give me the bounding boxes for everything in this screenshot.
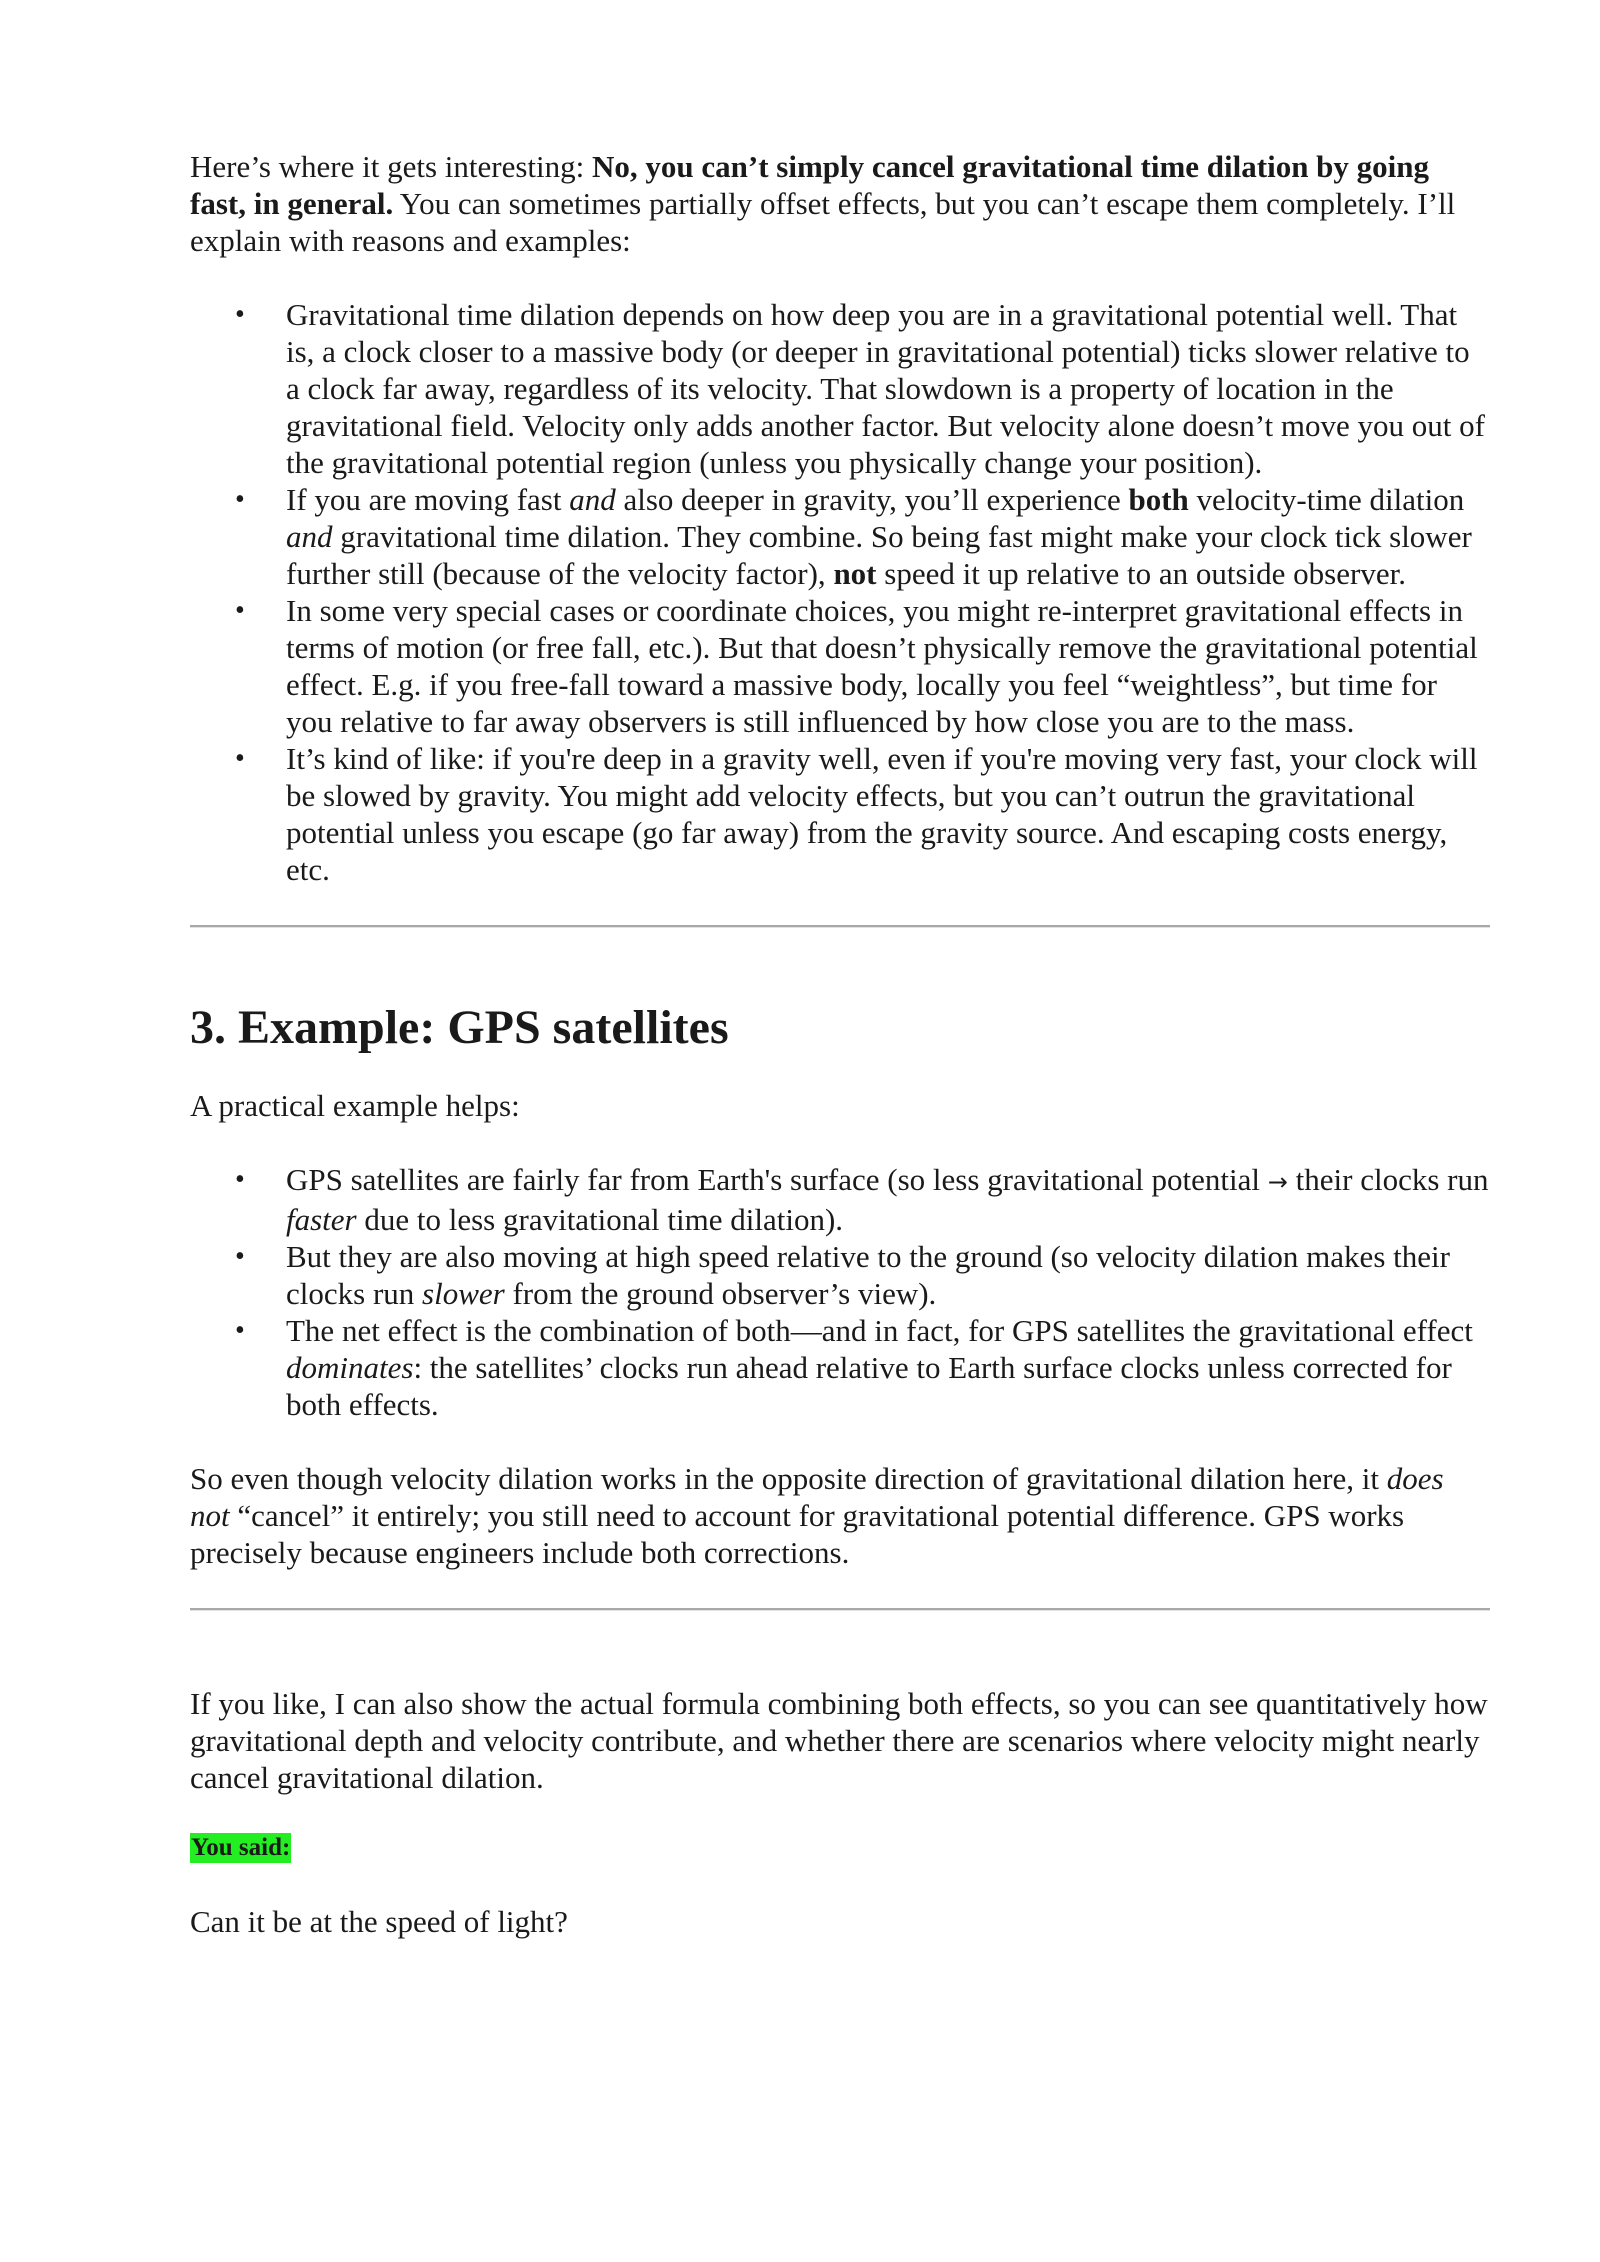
intro-bold-claim: No, you can’t simply cancel gravitational time dilation by going fast, in general. [190,149,1430,221]
paragraph-text: “cancel” it entirely; you still need to account for gravitational potential difference. GPS works precisely because engineers include both corrections. [190,1498,1405,1570]
emphasis: and [286,519,333,554]
list-item [190,296,1490,481]
arrow-glyph: → [1267,1168,1288,1196]
intro-lead: Here’s where it gets interesting: [190,149,593,184]
emphasis: and [569,482,616,517]
list-item-text: from the ground observer’s view). [504,1276,937,1311]
list-item [190,1238,1490,1312]
list-item [190,1312,1490,1423]
gps-list [190,1161,1490,1423]
section-divider [190,1608,1490,1611]
list-item-text: their clocks run [1287,1162,1489,1197]
conclusion-paragraph [190,1460,1490,1571]
list-item-text: It’s kind of like: if you're deep in a gravity well, even if you're moving very fast, your clock will be slowed by gravity. You might add velocity effects, but you can’t outrun the gravitational potential unless you escape (go far away) from the gravity source. And escaping costs energy, etc. [286,741,1478,887]
list-item-text: gravitational time dilation. They combine. So being fast might make your clock tick slower further still (because of the velocity factor), [286,519,1472,591]
section-heading: 3. Example: GPS satellites [190,1001,729,1054]
you-said-label: You said: [191,1834,291,1861]
strong: not [833,556,877,591]
list-item-text: Gravitational time dilation depends on how deep you are in a gravitational potential well. That is, a clock closer to a massive body (or deeper in gravitational potential) ticks slower relative to a clock far away, regardless of its velocity. That slowdown is a property of location in the gravitational field. Velocity only adds another factor. But velocity alone doesn’t move you out of the gravitational potential region (unless you physically change your position). [286,297,1485,480]
offer-paragraph: If you like, I can also show the actual formula combining both effects, so you can see quantitatively how gravitational depth and velocity contribute, and whether there are scenarios where velocity might nearly cancel gravitational dilation. [190,1686,1488,1795]
section-intro: A practical example helps: [190,1088,520,1123]
intro-paragraph [190,148,1490,259]
intro-rest: You can sometimes partially offset effects, but you can’t escape them completely. I’ll explain with reasons and examples: [190,186,1456,258]
list-item-text: velocity-time dilation [1188,482,1465,517]
reasons-list [190,296,1490,888]
list-item-text: If you are moving fast [286,482,570,517]
emphasis: dominates [286,1350,414,1385]
list-item-text: The net effect is the combination of both—and in fact, for GPS satellites the gravitational effect [286,1313,1473,1348]
paragraph-text: So even though velocity dilation works in the opposite direction of gravitational dilation here, it [190,1461,1387,1496]
document-page [190,148,1490,1940]
emphasis: does not [190,1461,1444,1533]
list-item [190,592,1490,740]
section-divider [190,925,1490,928]
list-item-text: But they are also moving at high speed relative to the ground (so velocity dilation makes their clocks run [286,1239,1450,1311]
emphasis: faster [286,1202,357,1237]
you-said-row [190,1833,1490,1866]
list-item [190,481,1490,592]
emphasis: slower [422,1276,505,1311]
list-item [190,1161,1490,1238]
strong: both [1128,482,1189,517]
list-item-text: speed it up relative to an outside observer. [876,556,1406,591]
list-item-text: : the satellites’ clocks run ahead relative to Earth surface clocks unless corrected for both effects. [286,1350,1452,1422]
list-item-text: due to less gravitational time dilation). [356,1202,844,1237]
list-item-text: GPS satellites are fairly far from Earth's surface (so less gravitational potential [286,1162,1268,1197]
list-item-text: also deeper in gravity, you’ll experience [615,482,1129,517]
list-item [190,740,1490,888]
list-item-text: In some very special cases or coordinate choices, you might re-interpret gravitational effects in terms of motion (or free fall, etc.). But that doesn’t physically remove the gravitational potential effect. E.g. if you free-fall toward a massive body, locally you feel “weightless”, but time for you relative to far away observers is still influenced by how close you are to the mass. [286,593,1478,739]
user-message: Can it be at the speed of light? [190,1904,568,1939]
